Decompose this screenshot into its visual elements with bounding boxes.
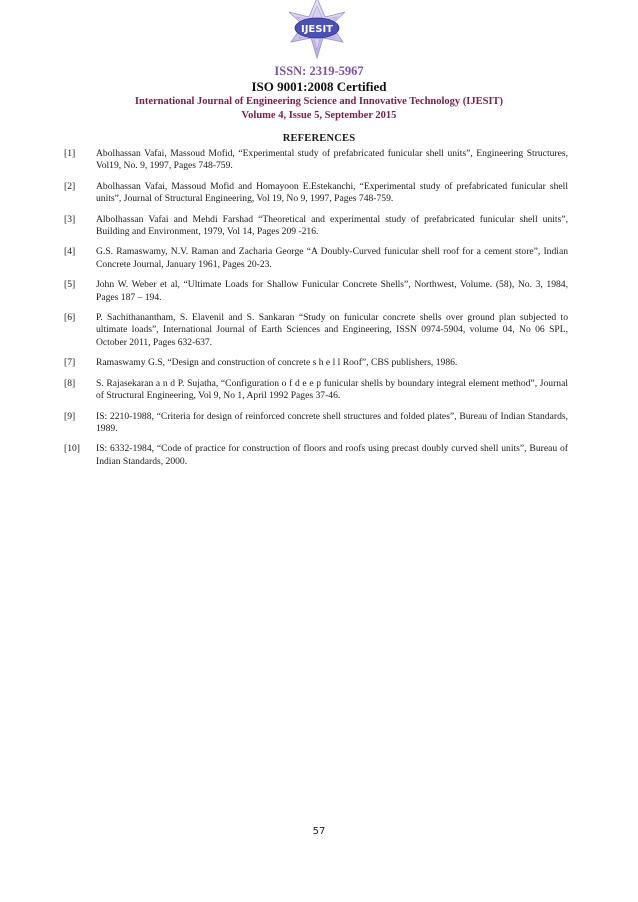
journal-name: International Journal of Engineering Science and Innovative Technology (IJESIT) <box>134 96 504 107</box>
reference-item <box>64 357 568 369</box>
ijesit-logo <box>259 0 375 62</box>
reference-item <box>64 246 568 271</box>
reference-number: [9] <box>64 410 76 422</box>
reference-text: Abolhassan Vafai, Massoud Mofid and Homayoon E.Estekanchi, “Experimental study of prefabricated funicular shell units”, Journal of Structural Engineering, Vol 19, No 9, 1997, Pages 748-759. <box>96 180 568 205</box>
reference-number: [7] <box>64 357 76 369</box>
reference-text: Abolhassan Vafai, Massoud Mofid, “Experimental study of prefabricated funicular shell units”, Engineering Structures, Vol19, No. 9, 1997, Pages 748-759. <box>96 148 568 172</box>
reference-number: [2] <box>64 180 76 192</box>
reference-text: G.S. Ramaswamy, N.V. Raman and Zacharia George “A Doubly-Curved funicular shell roof for a cement store”, Indian Concrete Journal, January 1961, Pages 20-23. <box>96 246 568 270</box>
reference-number: [5] <box>64 279 76 291</box>
iso-certification: ISO 9001:2008 Certified <box>251 79 387 94</box>
reference-item <box>64 279 568 304</box>
svg-text:IJESIT: IJESIT <box>300 24 334 35</box>
reference-text: John W. Weber et al, “Ultimate Loads for Shallow Funicular Concrete Shells”, Northwest, Volume. (58), No. 3, 1984, Pages 187 – 194. <box>96 279 568 303</box>
reference-item <box>64 312 568 349</box>
references-heading: REFERENCES <box>282 133 356 144</box>
reference-text: S. Rajasekaran a n d P. Sujatha, “Configuration o f d e e p funicular shells by boundary integral element method”, Journal of Structural Engineering, Vol 9, No 1, April 1992 Pages 37-46. <box>96 377 568 402</box>
reference-item <box>64 180 568 206</box>
issn: ISSN: 2319-5967 <box>274 64 364 78</box>
reference-item <box>64 443 568 468</box>
reference-text: Albolhassan Vafai and Mehdi Farshad “Theoretical and experimental study of prefabricated funicular shell units”, Building and Environment, 1979, Vol 14, Pages 209 -216. <box>96 213 568 238</box>
volume-issue: Volume 4, Issue 5, September 2015 <box>241 110 397 121</box>
reference-list <box>64 148 568 476</box>
reference-text: IS: 6332-1984, “Code of practice for construction of floors and roofs using precast doubly curved shell units”, Bureau of Indian Standards, 2000. <box>96 443 568 467</box>
reference-number: [8] <box>64 377 76 389</box>
reference-number: [3] <box>64 213 76 225</box>
reference-item <box>64 410 568 436</box>
reference-number: [4] <box>64 246 76 258</box>
reference-item <box>64 377 568 403</box>
reference-item <box>64 148 568 173</box>
reference-number: [1] <box>64 148 76 159</box>
reference-number: [6] <box>64 312 76 324</box>
page-number: 57 <box>312 826 326 837</box>
reference-number: [10] <box>64 443 80 455</box>
reference-text: IS: 2210-1988, “Criteria for design of reinforced concrete shell structures and folded plates”, Bureau of Indian Standards, 1989. <box>96 410 568 434</box>
reference-item <box>64 213 568 239</box>
reference-text: Ramaswamy G.S, “Design and construction of concrete s h e l l Roof”, CBS publishers, 1986. <box>96 357 458 369</box>
reference-text: P. Sachithanantham, S. Elavenil and S. Sankaran “Study on funicular concrete shells over ground plan subjected to ultimate loads”, International Journal of Earth Sciences and Engineering, ISSN 0974-5904, volume 04, No 06 SPL, October 2011, Pages 632-637. <box>96 312 568 348</box>
